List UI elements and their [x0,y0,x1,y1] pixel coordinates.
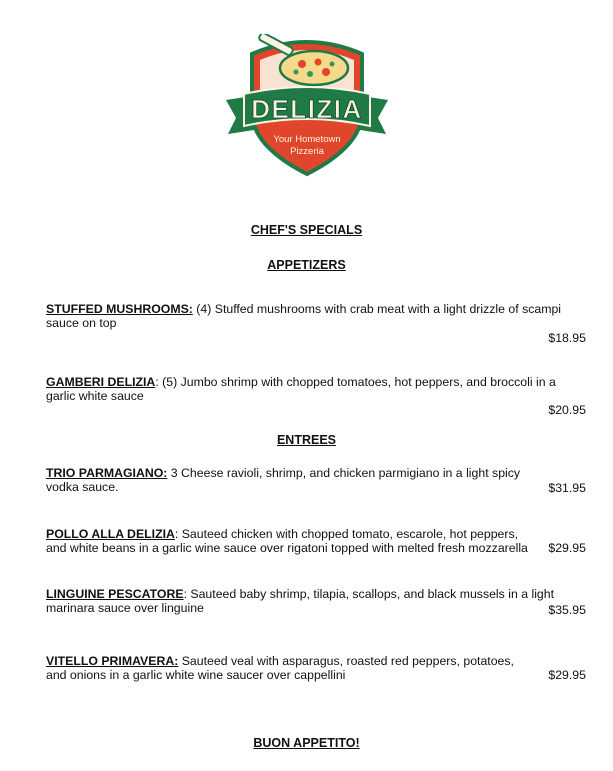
item-price: $35.95 [548,603,586,617]
appetizers-heading: APPETIZERS [267,258,346,272]
logo-tagline-1: Your Hometown [273,134,341,145]
item-description: 3 Cheese ravioli, shrimp, and chicken parmigiano in a light spicy vodka sauce. [46,466,521,495]
menu-item [46,654,536,682]
pizza-icon [280,51,348,85]
entrees-heading: ENTREES [276,433,337,447]
item-price: $29.95 [548,668,586,682]
menu-item [46,375,586,403]
logo-name: DELIZIA [251,94,363,124]
item-name: TRIO PARMAGIANO: [46,466,168,480]
item-price: $20.95 [548,403,586,417]
menu-item [46,587,586,615]
item-description: : Sauteed baby shrimp, tilapia, scallops, and black mussels in a light marinara sauce over linguine [46,587,555,616]
menu-item [46,466,526,494]
closing-heading: BUON APPETITO! [253,736,360,750]
item-name: POLLO ALLA DELIZIA [46,527,175,541]
item-description: Sauteed veal with asparagus, roasted red peppers, potatoes, and onions in a garlic white wine saucer over cappellini [46,654,514,683]
item-description: : (5) Jumbo shrimp with chopped tomatoes, hot peppers, and broccoli in a garlic white sauce [46,375,556,404]
item-price: $31.95 [548,481,586,495]
item-name: GAMBERI DELIZIA [46,375,156,389]
item-price: $18.95 [548,331,586,345]
delizia-logo [222,34,392,180]
item-description: (4) Stuffed mushrooms with crab meat with a light drizzle of scampi sauce on top [46,302,562,331]
item-name: LINGUINE PESCATORE [46,587,184,601]
logo-tagline-2: Pizzeria [290,146,324,157]
chefs-specials-heading: CHEF'S SPECIALS [250,223,363,237]
item-name: STUFFED MUSHROOMS: [46,302,193,316]
menu-item [46,527,536,555]
item-name: VITELLO PRIMAVERA: [46,654,179,668]
item-price: $29.95 [548,541,586,555]
item-description: : Sauteed chicken with chopped tomato, escarole, hot peppers, and white beans in a garlic wine sauce over rigatoni topped with melted fresh mozzarella [46,527,528,556]
menu-item [46,302,586,330]
